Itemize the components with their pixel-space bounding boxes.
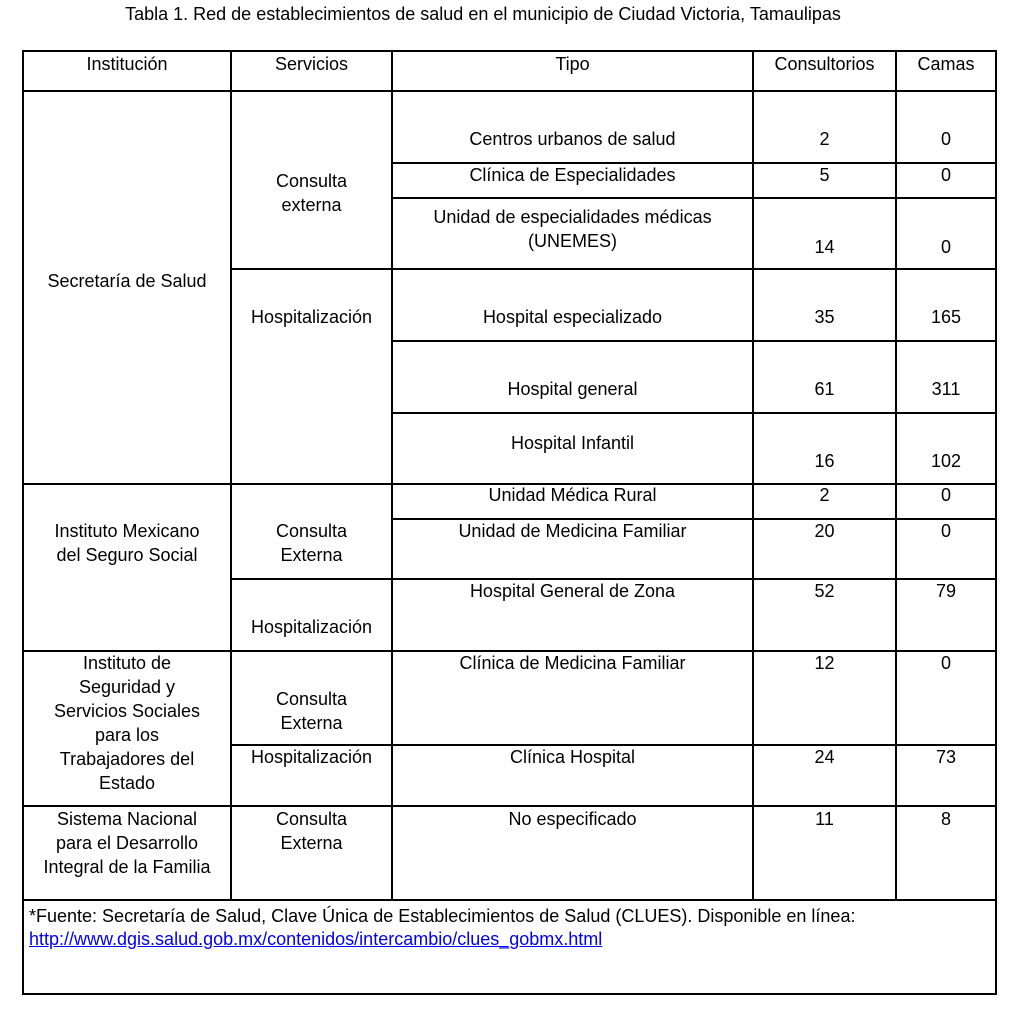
institution-line: Instituto Mexicano bbox=[54, 521, 200, 541]
tipo-cell: Hospital Infantil bbox=[510, 433, 635, 453]
row-divider bbox=[392, 197, 997, 199]
consultorios-cell: 2 bbox=[819, 485, 830, 505]
service-line: externa bbox=[281, 195, 342, 215]
service-imss-hospitalizacion: Hospitalización bbox=[250, 617, 373, 637]
table-border-right bbox=[995, 50, 997, 995]
consultorios-cell: 16 bbox=[814, 451, 835, 471]
institution-line: Sistema Nacional bbox=[56, 809, 198, 829]
tipo-cell: Clínica de Medicina Familiar bbox=[459, 653, 686, 673]
camas-cell: 73 bbox=[935, 747, 957, 767]
service-line: Externa bbox=[280, 833, 343, 853]
camas-cell: 165 bbox=[930, 307, 962, 327]
service-ssa-hospitalizacion: Hospitalización bbox=[250, 307, 373, 327]
consultorios-cell: 11 bbox=[815, 809, 834, 829]
header-servicios: Servicios bbox=[274, 54, 349, 74]
institution-line: del Seguro Social bbox=[56, 545, 198, 565]
tipo-line: (UNEMES) bbox=[528, 231, 617, 251]
service-line: Consulta bbox=[275, 521, 348, 541]
institution-line: para el Desarrollo bbox=[55, 833, 199, 853]
consultorios-cell: 5 bbox=[819, 165, 830, 185]
tipo-cell bbox=[393, 205, 752, 253]
consultorios-cell: 52 bbox=[814, 581, 835, 601]
service-line: Externa bbox=[280, 545, 343, 565]
footnote-text: *Fuente: Secretaría de Salud, Clave Única de Establecimientos de Salud (CLUES). Disponible en línea: bbox=[29, 906, 856, 926]
tipo-cell: Hospital especializado bbox=[482, 307, 663, 327]
service-ssa-consulta bbox=[232, 169, 391, 217]
header-camas: Camas bbox=[917, 54, 975, 74]
camas-cell: 0 bbox=[940, 653, 951, 673]
institution-imss bbox=[24, 519, 230, 567]
service-issste-hospitalizacion: Hospitalización bbox=[250, 747, 373, 767]
header-tipo: Tipo bbox=[555, 54, 590, 74]
service-line: Externa bbox=[280, 713, 343, 733]
institution-issste bbox=[24, 651, 230, 795]
consultorios-cell: 35 bbox=[814, 307, 835, 327]
institution-line: Trabajadores del bbox=[59, 749, 195, 769]
service-line: Consulta bbox=[275, 689, 348, 709]
source-link[interactable]: http://www.dgis.salud.gob.mx/contenidos/intercambio/clues_gobmx.html bbox=[29, 929, 603, 949]
tipo-cell: Unidad Médica Rural bbox=[488, 485, 657, 505]
tipo-cell: Clínica de Especialidades bbox=[469, 165, 676, 185]
tipo-cell: Hospital general bbox=[507, 379, 638, 399]
consultorios-cell: 14 bbox=[814, 237, 835, 257]
camas-cell: 102 bbox=[930, 451, 962, 471]
tipo-cell: Clínica Hospital bbox=[509, 747, 636, 767]
institution-secretaria-salud bbox=[24, 269, 230, 293]
consultorios-cell: 61 bbox=[814, 379, 835, 399]
service-dif-consulta bbox=[232, 807, 391, 855]
service-line: Consulta bbox=[275, 171, 348, 191]
institution-line: Integral de la Familia bbox=[43, 857, 211, 877]
header-divider bbox=[22, 90, 997, 92]
consultorios-cell: 24 bbox=[814, 747, 835, 767]
header-consultorios: Consultorios bbox=[774, 54, 875, 74]
camas-cell: 8 bbox=[940, 809, 951, 829]
camas-cell: 79 bbox=[935, 581, 957, 601]
institution-line: Estado bbox=[98, 773, 156, 793]
institution-line: Instituto de bbox=[82, 653, 172, 673]
service-issste-consulta bbox=[232, 687, 391, 735]
tipo-line: Unidad de especialidades médicas bbox=[433, 207, 712, 227]
footnote-divider bbox=[22, 899, 997, 901]
camas-cell: 311 bbox=[931, 379, 961, 399]
consultorios-cell: 2 bbox=[819, 129, 830, 149]
consultorios-cell: 12 bbox=[814, 653, 835, 673]
service-imss-consulta bbox=[232, 519, 391, 567]
service-line: Consulta bbox=[275, 809, 348, 829]
camas-cell: 0 bbox=[940, 521, 951, 541]
tipo-cell: Unidad de Medicina Familiar bbox=[458, 521, 687, 541]
row-divider bbox=[392, 412, 997, 414]
institution-dif bbox=[24, 807, 230, 879]
header-institucion: Institución bbox=[86, 54, 168, 74]
tipo-cell: Centros urbanos de salud bbox=[469, 129, 676, 149]
table-border-bottom bbox=[22, 993, 997, 995]
consultorios-cell: 20 bbox=[814, 521, 835, 541]
tipo-cell: No especificado bbox=[508, 809, 637, 829]
institution-line: Secretaría de Salud bbox=[47, 271, 207, 291]
institution-line: para los bbox=[94, 725, 160, 745]
institution-line: Servicios Sociales bbox=[53, 701, 201, 721]
camas-cell: 0 bbox=[940, 165, 951, 185]
camas-cell: 0 bbox=[940, 485, 951, 505]
table-title: Tabla 1. Red de establecimientos de salud en el municipio de Ciudad Victoria, Tamaulipas bbox=[125, 4, 841, 24]
institution-line: Seguridad y bbox=[78, 677, 176, 697]
source-footnote bbox=[29, 905, 993, 951]
row-divider bbox=[230, 268, 997, 270]
camas-cell: 0 bbox=[940, 129, 951, 149]
camas-cell: 0 bbox=[940, 237, 951, 257]
tipo-cell: Hospital General de Zona bbox=[469, 581, 676, 601]
row-divider bbox=[392, 340, 997, 342]
